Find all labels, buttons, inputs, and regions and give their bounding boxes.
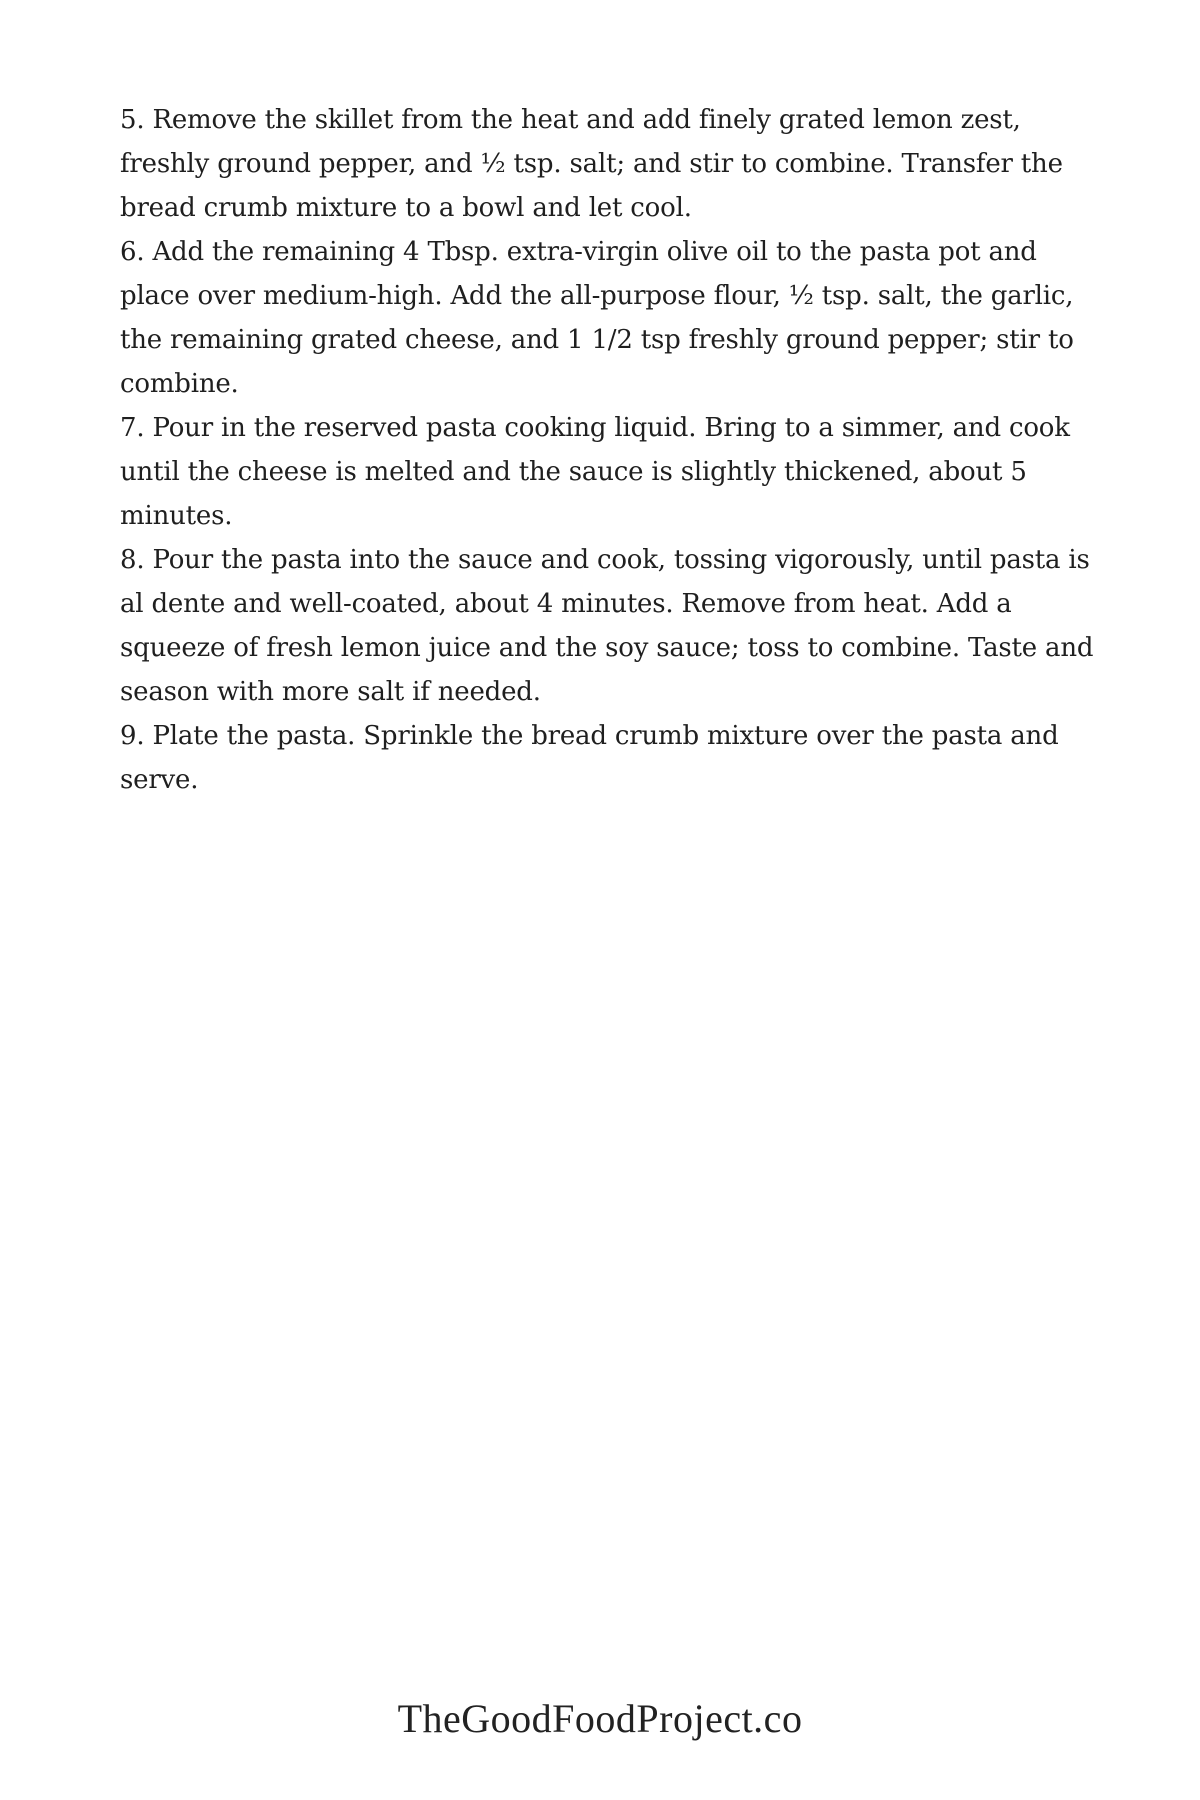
instruction-step-9: 9. Plate the pasta. Sprinkle the bread crumb mixture over the pasta and serve. [120, 721, 1059, 795]
instruction-step-7: 7. Pour in the reserved pasta cooking liquid. Bring to a simmer, and cook until the cheese is melted and the sauce is slightly thickened, about 5 minutes. [120, 413, 1070, 531]
site-name-footer: TheGoodFoodProject.co [397, 1696, 803, 1741]
instruction-step-5: 5. Remove the skillet from the heat and add finely grated lemon zest, freshly ground pepper, and ½ tsp. salt; and stir to combine. Transfer the bread crumb mixture to a bowl and let cool. [120, 105, 1063, 223]
instruction-step-6: 6. Add the remaining 4 Tbsp. extra-virgin olive oil to the pasta pot and place over medium-high. Add the all-purpose flour, ½ tsp. salt, the garlic, the remaining grated cheese, and 1 1/2 tsp freshly ground pepper; stir to combine. [120, 237, 1074, 399]
instruction-step-8: 8. Pour the pasta into the sauce and cook, tossing vigorously, until pasta is al dente and well-coated, about 4 minutes. Remove from heat. Add a squeeze of fresh lemon juice and the soy sauce; toss to combine. Taste and season with more salt if needed. [120, 545, 1094, 707]
recipe-instructions [120, 98, 1100, 802]
